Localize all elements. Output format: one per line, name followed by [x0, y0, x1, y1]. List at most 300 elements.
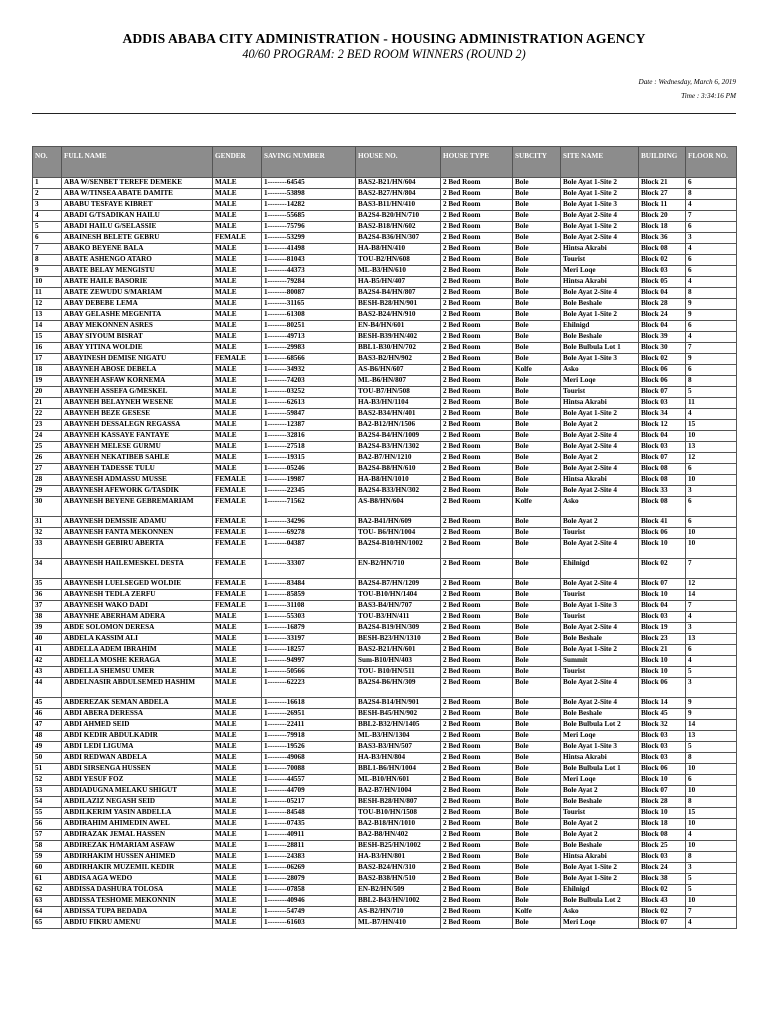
cell-subcity: Bole [513, 189, 561, 200]
cell-floor-no: 7 [686, 601, 737, 612]
cell-saving-number: 1--------28811 [262, 841, 356, 852]
cell-building: Block 23 [639, 634, 686, 645]
cell-saving-number: 1--------40911 [262, 830, 356, 841]
cell-gender: FEMALE [213, 559, 262, 579]
cell-full-name: ABADI HAILU G/SELASSIE [62, 222, 213, 233]
cell-subcity: Bole [513, 819, 561, 830]
cell-full-name: ABAYNEH MELESE GURMU [62, 442, 213, 453]
cell-full-name: ABDELLA SHEMSU UMER [62, 667, 213, 678]
cell-subcity: Bole [513, 764, 561, 775]
cell-gender: MALE [213, 409, 262, 420]
cell-subcity: Bole [513, 863, 561, 874]
cell-house-no: BA2S4-B19/HN/309 [356, 623, 441, 634]
cell-floor-no: 10 [686, 475, 737, 486]
cell-house-type: 2 Bed Room [441, 277, 513, 288]
cell-subcity: Bole [513, 277, 561, 288]
table-row [33, 678, 737, 698]
cell-no: 42 [33, 656, 62, 667]
cell-house-no: BAS3-B3/HN/507 [356, 742, 441, 753]
cell-floor-no: 6 [686, 517, 737, 528]
cell-saving-number: 1--------16879 [262, 623, 356, 634]
column-header-building: BUILDING [639, 147, 686, 178]
cell-site-name: Bole Ayat 2 [561, 819, 639, 830]
cell-house-type: 2 Bed Room [441, 255, 513, 266]
cell-site-name: Bole Ayat 2-Site 4 [561, 486, 639, 497]
cell-no: 1 [33, 178, 62, 189]
cell-full-name: ABDISSA DASHURA TOLOSA [62, 885, 213, 896]
cell-building: Block 04 [639, 321, 686, 332]
cell-subcity: Bole [513, 486, 561, 497]
cell-saving-number: 1--------33197 [262, 634, 356, 645]
table-row [33, 343, 737, 354]
cell-no: 28 [33, 475, 62, 486]
cell-house-no: BA2S4-B36/HN/307 [356, 233, 441, 244]
cell-house-type: 2 Bed Room [441, 211, 513, 222]
table-row [33, 453, 737, 464]
cell-full-name: ABDILAZIZ NEGASH SEID [62, 797, 213, 808]
cell-site-name: Meri Loqe [561, 918, 639, 929]
cell-subcity: Bole [513, 211, 561, 222]
table-row [33, 420, 737, 431]
cell-site-name: Tourist [561, 255, 639, 266]
cell-house-no: BA2S4-B3/HN/1302 [356, 442, 441, 453]
cell-subcity: Bole [513, 453, 561, 464]
cell-floor-no: 4 [686, 409, 737, 420]
cell-house-no: EN-B2/HN/710 [356, 559, 441, 579]
cell-house-type: 2 Bed Room [441, 409, 513, 420]
cell-house-type: 2 Bed Room [441, 775, 513, 786]
cell-gender: FEMALE [213, 528, 262, 539]
cell-saving-number: 1--------74203 [262, 376, 356, 387]
cell-building: Block 45 [639, 709, 686, 720]
cell-no: 4 [33, 211, 62, 222]
cell-building: Block 10 [639, 667, 686, 678]
cell-saving-number: 1--------83484 [262, 579, 356, 590]
cell-saving-number: 1--------94997 [262, 656, 356, 667]
cell-no: 38 [33, 612, 62, 623]
table-row [33, 310, 737, 321]
table-row [33, 266, 737, 277]
cell-building: Block 03 [639, 266, 686, 277]
cell-saving-number: 1--------80087 [262, 288, 356, 299]
cell-site-name: Hintsa Akrabi [561, 852, 639, 863]
cell-saving-number: 1--------62223 [262, 678, 356, 698]
cell-house-no: BESH-B28/HN/901 [356, 299, 441, 310]
cell-house-no: BBL1-B30/HN/702 [356, 343, 441, 354]
cell-house-type: 2 Bed Room [441, 178, 513, 189]
cell-full-name: ABDIREZAK H/MARIAM ASFAW [62, 841, 213, 852]
cell-site-name: Bole Beshale [561, 841, 639, 852]
cell-gender: MALE [213, 365, 262, 376]
table-row [33, 623, 737, 634]
cell-site-name: Bole Ayat 2-Site 4 [561, 211, 639, 222]
cell-gender: MALE [213, 299, 262, 310]
table-row [33, 797, 737, 808]
cell-house-no: BAS2-B24/HN/910 [356, 310, 441, 321]
cell-full-name: ABATE HAILE BASORIE [62, 277, 213, 288]
cell-floor-no: 5 [686, 874, 737, 885]
cell-house-no: BA2S4-B14/HN/901 [356, 698, 441, 709]
cell-gender: FEMALE [213, 590, 262, 601]
cell-full-name: ABA W/TINSEA ABATE DAMITE [62, 189, 213, 200]
cell-building: Block 21 [639, 645, 686, 656]
cell-subcity: Bole [513, 667, 561, 678]
cell-subcity: Kolfe [513, 497, 561, 517]
cell-gender: MALE [213, 420, 262, 431]
cell-house-type: 2 Bed Room [441, 764, 513, 775]
cell-saving-number: 1--------05217 [262, 797, 356, 808]
cell-saving-number: 1--------31108 [262, 601, 356, 612]
cell-gender: MALE [213, 863, 262, 874]
cell-full-name: ABAKO BEYENE BALA [62, 244, 213, 255]
cell-full-name: ABDILKERIM YASIN ABDELLA [62, 808, 213, 819]
cell-building: Block 10 [639, 808, 686, 819]
table-row [33, 321, 737, 332]
cell-house-type: 2 Bed Room [441, 431, 513, 442]
cell-saving-number: 1--------55303 [262, 612, 356, 623]
cell-no: 64 [33, 907, 62, 918]
cell-full-name: ABAYNEH KASSAYE FANTAYE [62, 431, 213, 442]
cell-subcity: Bole [513, 797, 561, 808]
cell-house-no: TOU- B6/HN/1004 [356, 528, 441, 539]
cell-house-no: BA2S4-B33/HN/302 [356, 486, 441, 497]
cell-no: 8 [33, 255, 62, 266]
cell-no: 20 [33, 387, 62, 398]
table-row [33, 442, 737, 453]
cell-building: Block 07 [639, 918, 686, 929]
cell-house-no: BESH-B25/HN/1002 [356, 841, 441, 852]
cell-saving-number: 1--------16618 [262, 698, 356, 709]
cell-full-name: ABAYNESH AFEWORK G/TASDIK [62, 486, 213, 497]
cell-floor-no: 9 [686, 310, 737, 321]
cell-gender: MALE [213, 753, 262, 764]
cell-full-name: ABAYNESH ADMASSU MUSSE [62, 475, 213, 486]
cell-site-name: Bole Ayat 1-Site 2 [561, 863, 639, 874]
cell-full-name: ABA W/SENBET TEREFE DEMEKE [62, 178, 213, 189]
cell-site-name: Bole Ayat 2-Site 4 [561, 623, 639, 634]
table-row [33, 841, 737, 852]
cell-no: 22 [33, 409, 62, 420]
cell-house-no: BAS2-B21/HN/604 [356, 178, 441, 189]
cell-building: Block 06 [639, 764, 686, 775]
table-row [33, 376, 737, 387]
cell-site-name: Summit [561, 656, 639, 667]
cell-subcity: Bole [513, 475, 561, 486]
cell-building: Block 10 [639, 775, 686, 786]
cell-no: 60 [33, 863, 62, 874]
cell-house-no: HA-B3/HN/804 [356, 753, 441, 764]
cell-no: 54 [33, 797, 62, 808]
cell-building: Block 02 [639, 885, 686, 896]
cell-floor-no: 9 [686, 698, 737, 709]
cell-full-name: ABAYNESH GEBIRU ABERTA [62, 539, 213, 559]
cell-subcity: Bole [513, 731, 561, 742]
table-row [33, 559, 737, 579]
cell-no: 40 [33, 634, 62, 645]
cell-building: Block 03 [639, 742, 686, 753]
cell-full-name: ABDI YESUF FOZ [62, 775, 213, 786]
cell-house-no: HA-B8/HN/1010 [356, 475, 441, 486]
cell-saving-number: 1--------49068 [262, 753, 356, 764]
cell-site-name: Hintsa Akrabi [561, 475, 639, 486]
cell-building: Block 43 [639, 896, 686, 907]
table-row [33, 698, 737, 709]
cell-full-name: ABAYNESH BEYENE GEBREMARIAM [62, 497, 213, 517]
cell-floor-no: 6 [686, 266, 737, 277]
cell-building: Block 03 [639, 753, 686, 764]
cell-gender: MALE [213, 852, 262, 863]
cell-full-name: ABAYNHE ABERHAM ADERA [62, 612, 213, 623]
cell-house-type: 2 Bed Room [441, 678, 513, 698]
cell-saving-number: 1--------53898 [262, 189, 356, 200]
cell-no: 17 [33, 354, 62, 365]
cell-house-no: HA-B3/HN/1104 [356, 398, 441, 409]
cell-gender: FEMALE [213, 579, 262, 590]
cell-saving-number: 1--------05246 [262, 464, 356, 475]
cell-house-type: 2 Bed Room [441, 731, 513, 742]
cell-gender: MALE [213, 907, 262, 918]
cell-subcity: Bole [513, 420, 561, 431]
cell-subcity: Bole [513, 431, 561, 442]
cell-house-no: BAS3-B11/HN/410 [356, 200, 441, 211]
table-row [33, 398, 737, 409]
cell-subcity: Bole [513, 299, 561, 310]
cell-full-name: ABATE ZEWUDU S/MARIAM [62, 288, 213, 299]
cell-house-type: 2 Bed Room [441, 387, 513, 398]
cell-full-name: ABDIRAHIM AHIMEDIN AWEL [62, 819, 213, 830]
cell-house-no: BBL2-B32/HN/1405 [356, 720, 441, 731]
cell-house-no: AS-B6/HN/607 [356, 365, 441, 376]
cell-gender: MALE [213, 634, 262, 645]
table-row [33, 222, 737, 233]
cell-site-name: Bole Ayat 2-Site 4 [561, 464, 639, 475]
cell-site-name: Bole Ayat 2-Site 4 [561, 678, 639, 698]
cell-building: Block 32 [639, 720, 686, 731]
cell-subcity: Bole [513, 200, 561, 211]
document-title: ADDIS ABABA CITY ADMINISTRATION - HOUSING ADMINISTRATION AGENCY [122, 31, 646, 46]
cell-gender: MALE [213, 656, 262, 667]
cell-full-name: ABDIADUGNA MELAKU SHIGUT [62, 786, 213, 797]
cell-building: Block 21 [639, 178, 686, 189]
cell-saving-number: 1--------81043 [262, 255, 356, 266]
cell-gender: MALE [213, 453, 262, 464]
cell-house-no: BA2S4-B20/HN/710 [356, 211, 441, 222]
table-row [33, 579, 737, 590]
cell-saving-number: 1--------14282 [262, 200, 356, 211]
cell-subcity: Bole [513, 178, 561, 189]
cell-building: Block 07 [639, 786, 686, 797]
cell-saving-number: 1--------68566 [262, 354, 356, 365]
cell-house-no: BA2-B41/HN/609 [356, 517, 441, 528]
cell-floor-no: 13 [686, 442, 737, 453]
cell-saving-number: 1--------85859 [262, 590, 356, 601]
cell-house-type: 2 Bed Room [441, 464, 513, 475]
cell-building: Block 07 [639, 453, 686, 464]
column-header-full-name: FULL NAME [62, 147, 213, 178]
cell-house-type: 2 Bed Room [441, 539, 513, 559]
cell-house-no: TOU-B10/HN/1404 [356, 590, 441, 601]
cell-site-name: Meri Loqe [561, 731, 639, 742]
cell-house-no: Sum-B10/HN/403 [356, 656, 441, 667]
table-row [33, 497, 737, 517]
cell-no: 39 [33, 623, 62, 634]
cell-site-name: Bole Bulbula Lot 2 [561, 896, 639, 907]
cell-site-name: Ehilnigd [561, 559, 639, 579]
cell-saving-number: 1--------75796 [262, 222, 356, 233]
cell-house-no: EN-B2/HN/509 [356, 885, 441, 896]
cell-subcity: Bole [513, 709, 561, 720]
cell-gender: MALE [213, 200, 262, 211]
cell-no: 2 [33, 189, 62, 200]
cell-no: 27 [33, 464, 62, 475]
cell-gender: MALE [213, 277, 262, 288]
cell-house-type: 2 Bed Room [441, 321, 513, 332]
cell-gender: MALE [213, 244, 262, 255]
cell-gender: MALE [213, 775, 262, 786]
cell-site-name: Bole Ayat 1-Site 3 [561, 200, 639, 211]
cell-building: Block 33 [639, 486, 686, 497]
cell-house-no: ML-B6/HN/807 [356, 376, 441, 387]
cell-floor-no: 13 [686, 634, 737, 645]
cell-house-type: 2 Bed Room [441, 896, 513, 907]
cell-site-name: Meri Loqe [561, 266, 639, 277]
cell-house-type: 2 Bed Room [441, 841, 513, 852]
cell-house-no: BAS2-B38/HN/510 [356, 874, 441, 885]
cell-saving-number: 1--------34296 [262, 517, 356, 528]
cell-house-type: 2 Bed Room [441, 222, 513, 233]
cell-floor-no: 8 [686, 753, 737, 764]
cell-subcity: Bole [513, 841, 561, 852]
cell-subcity: Bole [513, 830, 561, 841]
table-row [33, 464, 737, 475]
cell-site-name: Ehilnigd [561, 885, 639, 896]
cell-house-type: 2 Bed Room [441, 819, 513, 830]
cell-subcity: Bole [513, 601, 561, 612]
cell-building: Block 08 [639, 497, 686, 517]
cell-full-name: ABAYNESH DEMSSIE ADAMU [62, 517, 213, 528]
table-row [33, 189, 737, 200]
cell-floor-no: 14 [686, 590, 737, 601]
cell-house-no: HA-B5/HN/407 [356, 277, 441, 288]
cell-gender: MALE [213, 442, 262, 453]
cell-house-type: 2 Bed Room [441, 720, 513, 731]
cell-floor-no: 3 [686, 623, 737, 634]
cell-gender: MALE [213, 720, 262, 731]
cell-house-type: 2 Bed Room [441, 874, 513, 885]
cell-building: Block 10 [639, 539, 686, 559]
cell-house-type: 2 Bed Room [441, 612, 513, 623]
cell-site-name: Bole Ayat 2-Site 4 [561, 698, 639, 709]
cell-floor-no: 4 [686, 656, 737, 667]
cell-house-type: 2 Bed Room [441, 656, 513, 667]
column-header-floor-no: FLOOR NO. [686, 147, 737, 178]
cell-saving-number: 1--------59847 [262, 409, 356, 420]
cell-house-type: 2 Bed Room [441, 299, 513, 310]
cell-saving-number: 1--------79918 [262, 731, 356, 742]
cell-full-name: ABDI REDWAN ABDELA [62, 753, 213, 764]
cell-floor-no: 6 [686, 464, 737, 475]
cell-gender: MALE [213, 332, 262, 343]
cell-no: 61 [33, 874, 62, 885]
table-row [33, 431, 737, 442]
table-row [33, 775, 737, 786]
cell-house-type: 2 Bed Room [441, 753, 513, 764]
cell-site-name: Tourist [561, 528, 639, 539]
cell-subcity: Bole [513, 409, 561, 420]
cell-floor-no: 6 [686, 255, 737, 266]
cell-floor-no: 6 [686, 222, 737, 233]
cell-saving-number: 1--------79284 [262, 277, 356, 288]
cell-gender: MALE [213, 918, 262, 929]
cell-subcity: Kolfe [513, 907, 561, 918]
cell-saving-number: 1--------53299 [262, 233, 356, 244]
cell-full-name: ABDI KEDIR ABDULKADIR [62, 731, 213, 742]
cell-full-name: ABADI G/TSADIKAN HAILU [62, 211, 213, 222]
cell-house-type: 2 Bed Room [441, 623, 513, 634]
cell-floor-no: 12 [686, 579, 737, 590]
cell-subcity: Bole [513, 579, 561, 590]
cell-no: 13 [33, 310, 62, 321]
cell-site-name: Bole Beshale [561, 709, 639, 720]
table-row [33, 731, 737, 742]
cell-floor-no: 5 [686, 885, 737, 896]
cell-subcity: Bole [513, 343, 561, 354]
table-row [33, 539, 737, 559]
cell-gender: MALE [213, 387, 262, 398]
table-row [33, 896, 737, 907]
report-date: Date : Wednesday, March 6, 2019 [638, 78, 736, 86]
cell-floor-no: 5 [686, 387, 737, 398]
cell-no: 3 [33, 200, 62, 211]
cell-gender: FEMALE [213, 497, 262, 517]
cell-saving-number: 1--------33307 [262, 559, 356, 579]
table-header-row [33, 147, 737, 178]
table-row [33, 753, 737, 764]
cell-house-type: 2 Bed Room [441, 808, 513, 819]
cell-building: Block 24 [639, 310, 686, 321]
cell-gender: MALE [213, 896, 262, 907]
cell-floor-no: 10 [686, 539, 737, 559]
cell-building: Block 18 [639, 819, 686, 830]
cell-full-name: ABAY SIYOUM BISRAT [62, 332, 213, 343]
cell-house-no: TOU-B2/HN/608 [356, 255, 441, 266]
table-row [33, 907, 737, 918]
cell-site-name: Bole Ayat 1-Site 2 [561, 874, 639, 885]
cell-no: 5 [33, 222, 62, 233]
cell-house-type: 2 Bed Room [441, 590, 513, 601]
cell-house-type: 2 Bed Room [441, 442, 513, 453]
cell-building: Block 38 [639, 874, 686, 885]
cell-building: Block 39 [639, 332, 686, 343]
table-row [33, 612, 737, 623]
cell-house-type: 2 Bed Room [441, 517, 513, 528]
cell-site-name: Bole Ayat 2-Site 4 [561, 442, 639, 453]
cell-house-no: BA2-B7/HN/1004 [356, 786, 441, 797]
cell-house-type: 2 Bed Room [441, 863, 513, 874]
table-row [33, 786, 737, 797]
cell-no: 51 [33, 764, 62, 775]
cell-floor-no: 13 [686, 731, 737, 742]
cell-floor-no: 8 [686, 376, 737, 387]
cell-site-name: Hintsa Akrabi [561, 398, 639, 409]
cell-house-type: 2 Bed Room [441, 497, 513, 517]
cell-saving-number: 1--------34932 [262, 365, 356, 376]
cell-gender: MALE [213, 310, 262, 321]
cell-house-no: BAS2-B24/HN/310 [356, 863, 441, 874]
cell-gender: MALE [213, 321, 262, 332]
cell-building: Block 03 [639, 852, 686, 863]
cell-floor-no: 7 [686, 907, 737, 918]
